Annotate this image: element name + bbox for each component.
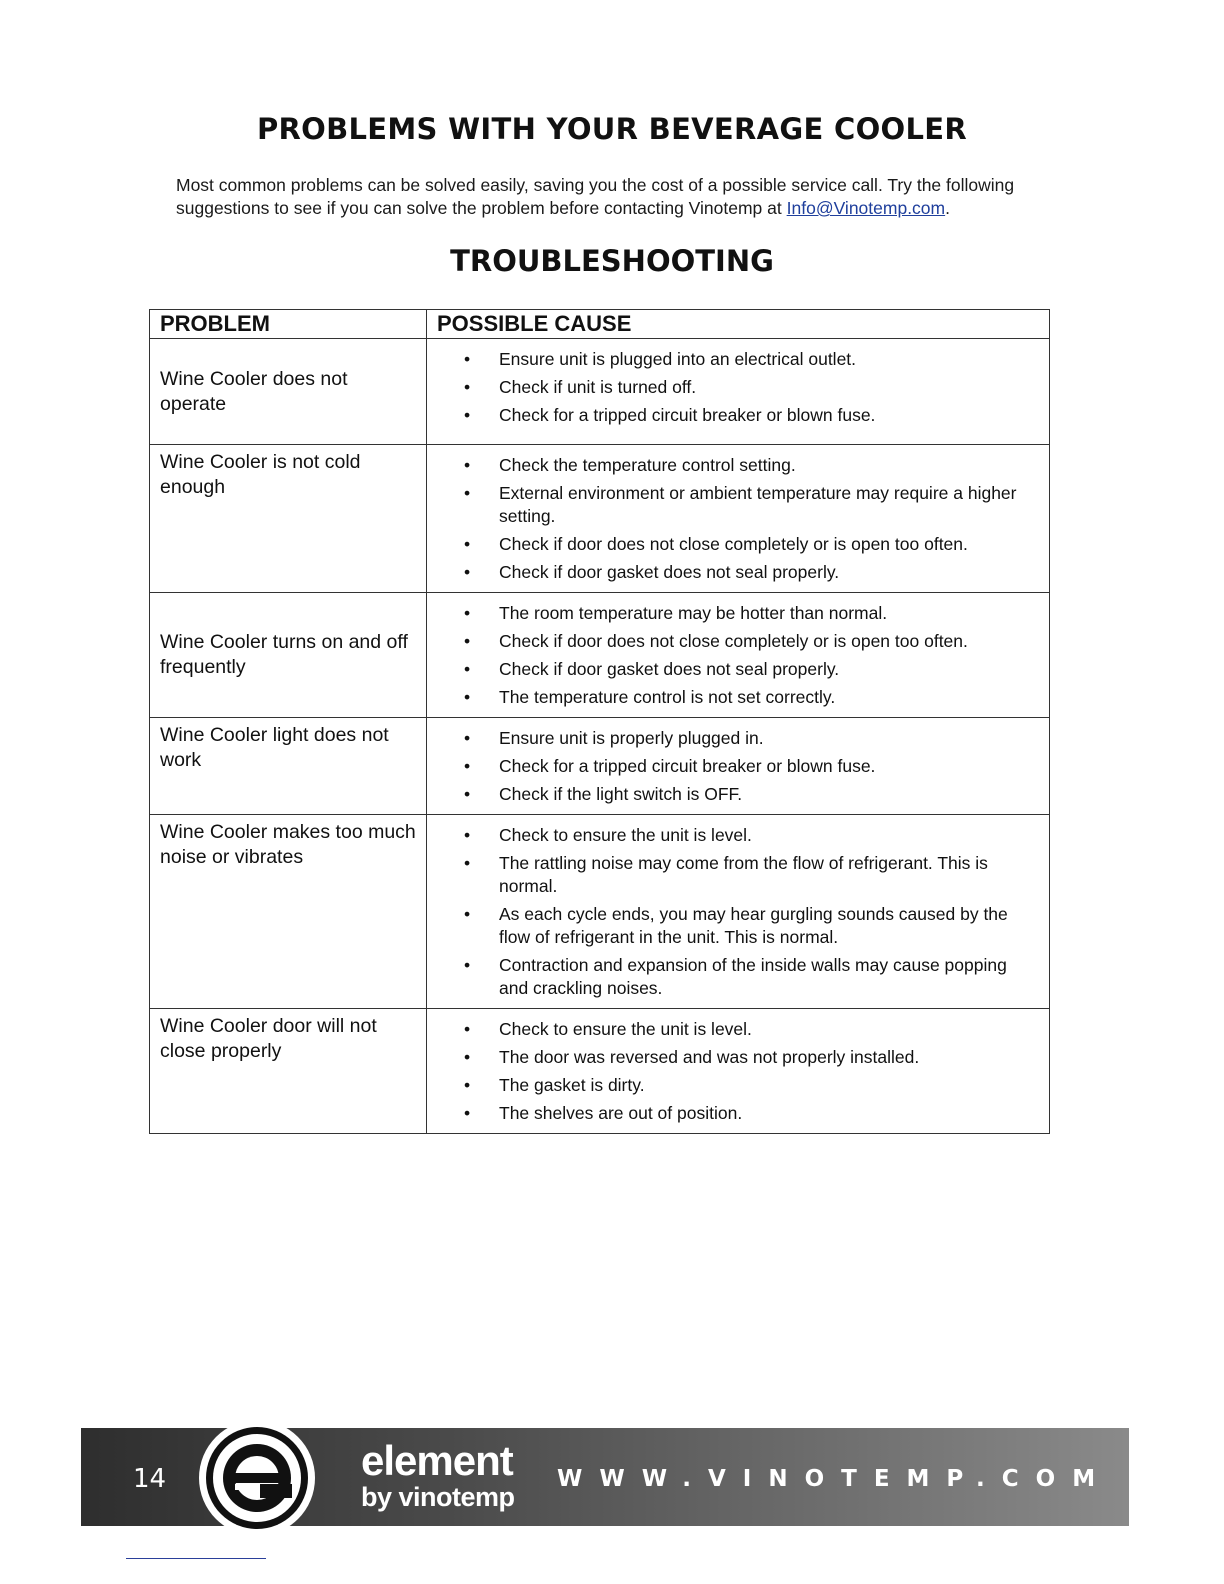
cause-item: • Check for a tripped circuit breaker or blown fuse. bbox=[447, 404, 1039, 427]
problem-cell: Wine Cooler door will not close properly bbox=[150, 1009, 427, 1134]
table-row bbox=[150, 339, 1050, 445]
cause-item: • Check for a tripped circuit breaker or blown fuse. bbox=[447, 755, 1039, 778]
cause-item: • The rattling noise may come from the flow of refrigerant. This is normal. bbox=[447, 852, 1039, 898]
causes-cell bbox=[427, 1009, 1050, 1134]
cause-item: • External environment or ambient temperature may require a higher setting. bbox=[447, 482, 1039, 528]
element-e-logo-icon bbox=[197, 1418, 317, 1538]
cause-item: • Check if door does not close completely or is open too often. bbox=[447, 630, 1039, 653]
table-row bbox=[150, 593, 1050, 718]
intro-end: . bbox=[945, 198, 950, 218]
problem-cell: Wine Cooler light does not work bbox=[150, 718, 427, 815]
email-link[interactable]: Info@Vinotemp.com bbox=[786, 198, 946, 218]
cause-item: • Check if unit is turned off. bbox=[447, 376, 1039, 399]
problem-cell: Wine Cooler makes too much noise or vibrates bbox=[150, 815, 427, 1009]
header-problem: PROBLEM bbox=[150, 310, 427, 339]
table-row bbox=[150, 718, 1050, 815]
cause-item: • Check if door does not close completely or is open too often. bbox=[447, 533, 1039, 556]
cause-item: • Check if door gasket does not seal properly. bbox=[447, 658, 1039, 681]
intro-paragraph bbox=[176, 174, 1056, 220]
cause-item: • Check if door gasket does not seal properly. bbox=[447, 561, 1039, 584]
cause-list bbox=[447, 824, 1039, 1000]
website-url[interactable]: WWW.VINOTEMP.COM bbox=[557, 1466, 1113, 1492]
cause-item: • The room temperature may be hotter than normal. bbox=[447, 602, 1039, 625]
problem-cell: Wine Cooler does not operate bbox=[150, 339, 427, 445]
bottom-divider bbox=[126, 1558, 266, 1559]
table-row bbox=[150, 815, 1050, 1009]
causes-cell bbox=[427, 593, 1050, 718]
table-row bbox=[150, 1009, 1050, 1134]
cause-item: • Contraction and expansion of the inside walls may cause popping and crackling noises. bbox=[447, 954, 1039, 1000]
cause-item: • The shelves are out of position. bbox=[447, 1102, 1039, 1125]
causes-cell bbox=[427, 718, 1050, 815]
cause-item: • The temperature control is not set correctly. bbox=[447, 686, 1039, 709]
cause-item: • The gasket is dirty. bbox=[447, 1074, 1039, 1097]
cause-item: • Ensure unit is plugged into an electrical outlet. bbox=[447, 348, 1039, 371]
causes-cell bbox=[427, 445, 1050, 593]
header-possible-cause: POSSIBLE CAUSE bbox=[427, 310, 1050, 339]
cause-list bbox=[447, 1018, 1039, 1125]
cause-item: • As each cycle ends, you may hear gurgling sounds caused by the flow of refrigerant in the unit. This is normal. bbox=[447, 903, 1039, 949]
cause-list bbox=[447, 727, 1039, 806]
brand-subtitle: by vinotemp bbox=[361, 1482, 515, 1512]
causes-cell bbox=[427, 339, 1050, 445]
causes-cell bbox=[427, 815, 1050, 1009]
brand-name: element bbox=[361, 1437, 513, 1484]
problem-cell: Wine Cooler turns on and off frequently bbox=[150, 593, 427, 718]
table-header-row bbox=[150, 310, 1050, 339]
cause-item: • Check the temperature control setting. bbox=[447, 454, 1039, 477]
cause-item: • Check if the light switch is OFF. bbox=[447, 783, 1039, 806]
cause-list bbox=[447, 454, 1039, 584]
cause-list bbox=[447, 348, 1039, 427]
cause-item: • Ensure unit is properly plugged in. bbox=[447, 727, 1039, 750]
problem-cell: Wine Cooler is not cold enough bbox=[150, 445, 427, 593]
cause-item: • Check to ensure the unit is level. bbox=[447, 824, 1039, 847]
footer-banner bbox=[81, 1428, 1129, 1526]
cause-list bbox=[447, 602, 1039, 709]
page-title: PROBLEMS WITH YOUR BEVERAGE COOLER bbox=[256, 112, 968, 146]
section-title: TROUBLESHOOTING bbox=[450, 244, 774, 278]
cause-item: • The door was reversed and was not properly installed. bbox=[447, 1046, 1039, 1069]
troubleshooting-table bbox=[149, 309, 1050, 1134]
page-number: 14 bbox=[133, 1464, 167, 1494]
table-row bbox=[150, 445, 1050, 593]
intro-text: Most common problems can be solved easily, saving you the cost of a possible service call. Try the following suggestions to see if you can solve the problem before contacting Vinotemp at bbox=[176, 175, 1015, 218]
cause-item: • Check to ensure the unit is level. bbox=[447, 1018, 1039, 1041]
